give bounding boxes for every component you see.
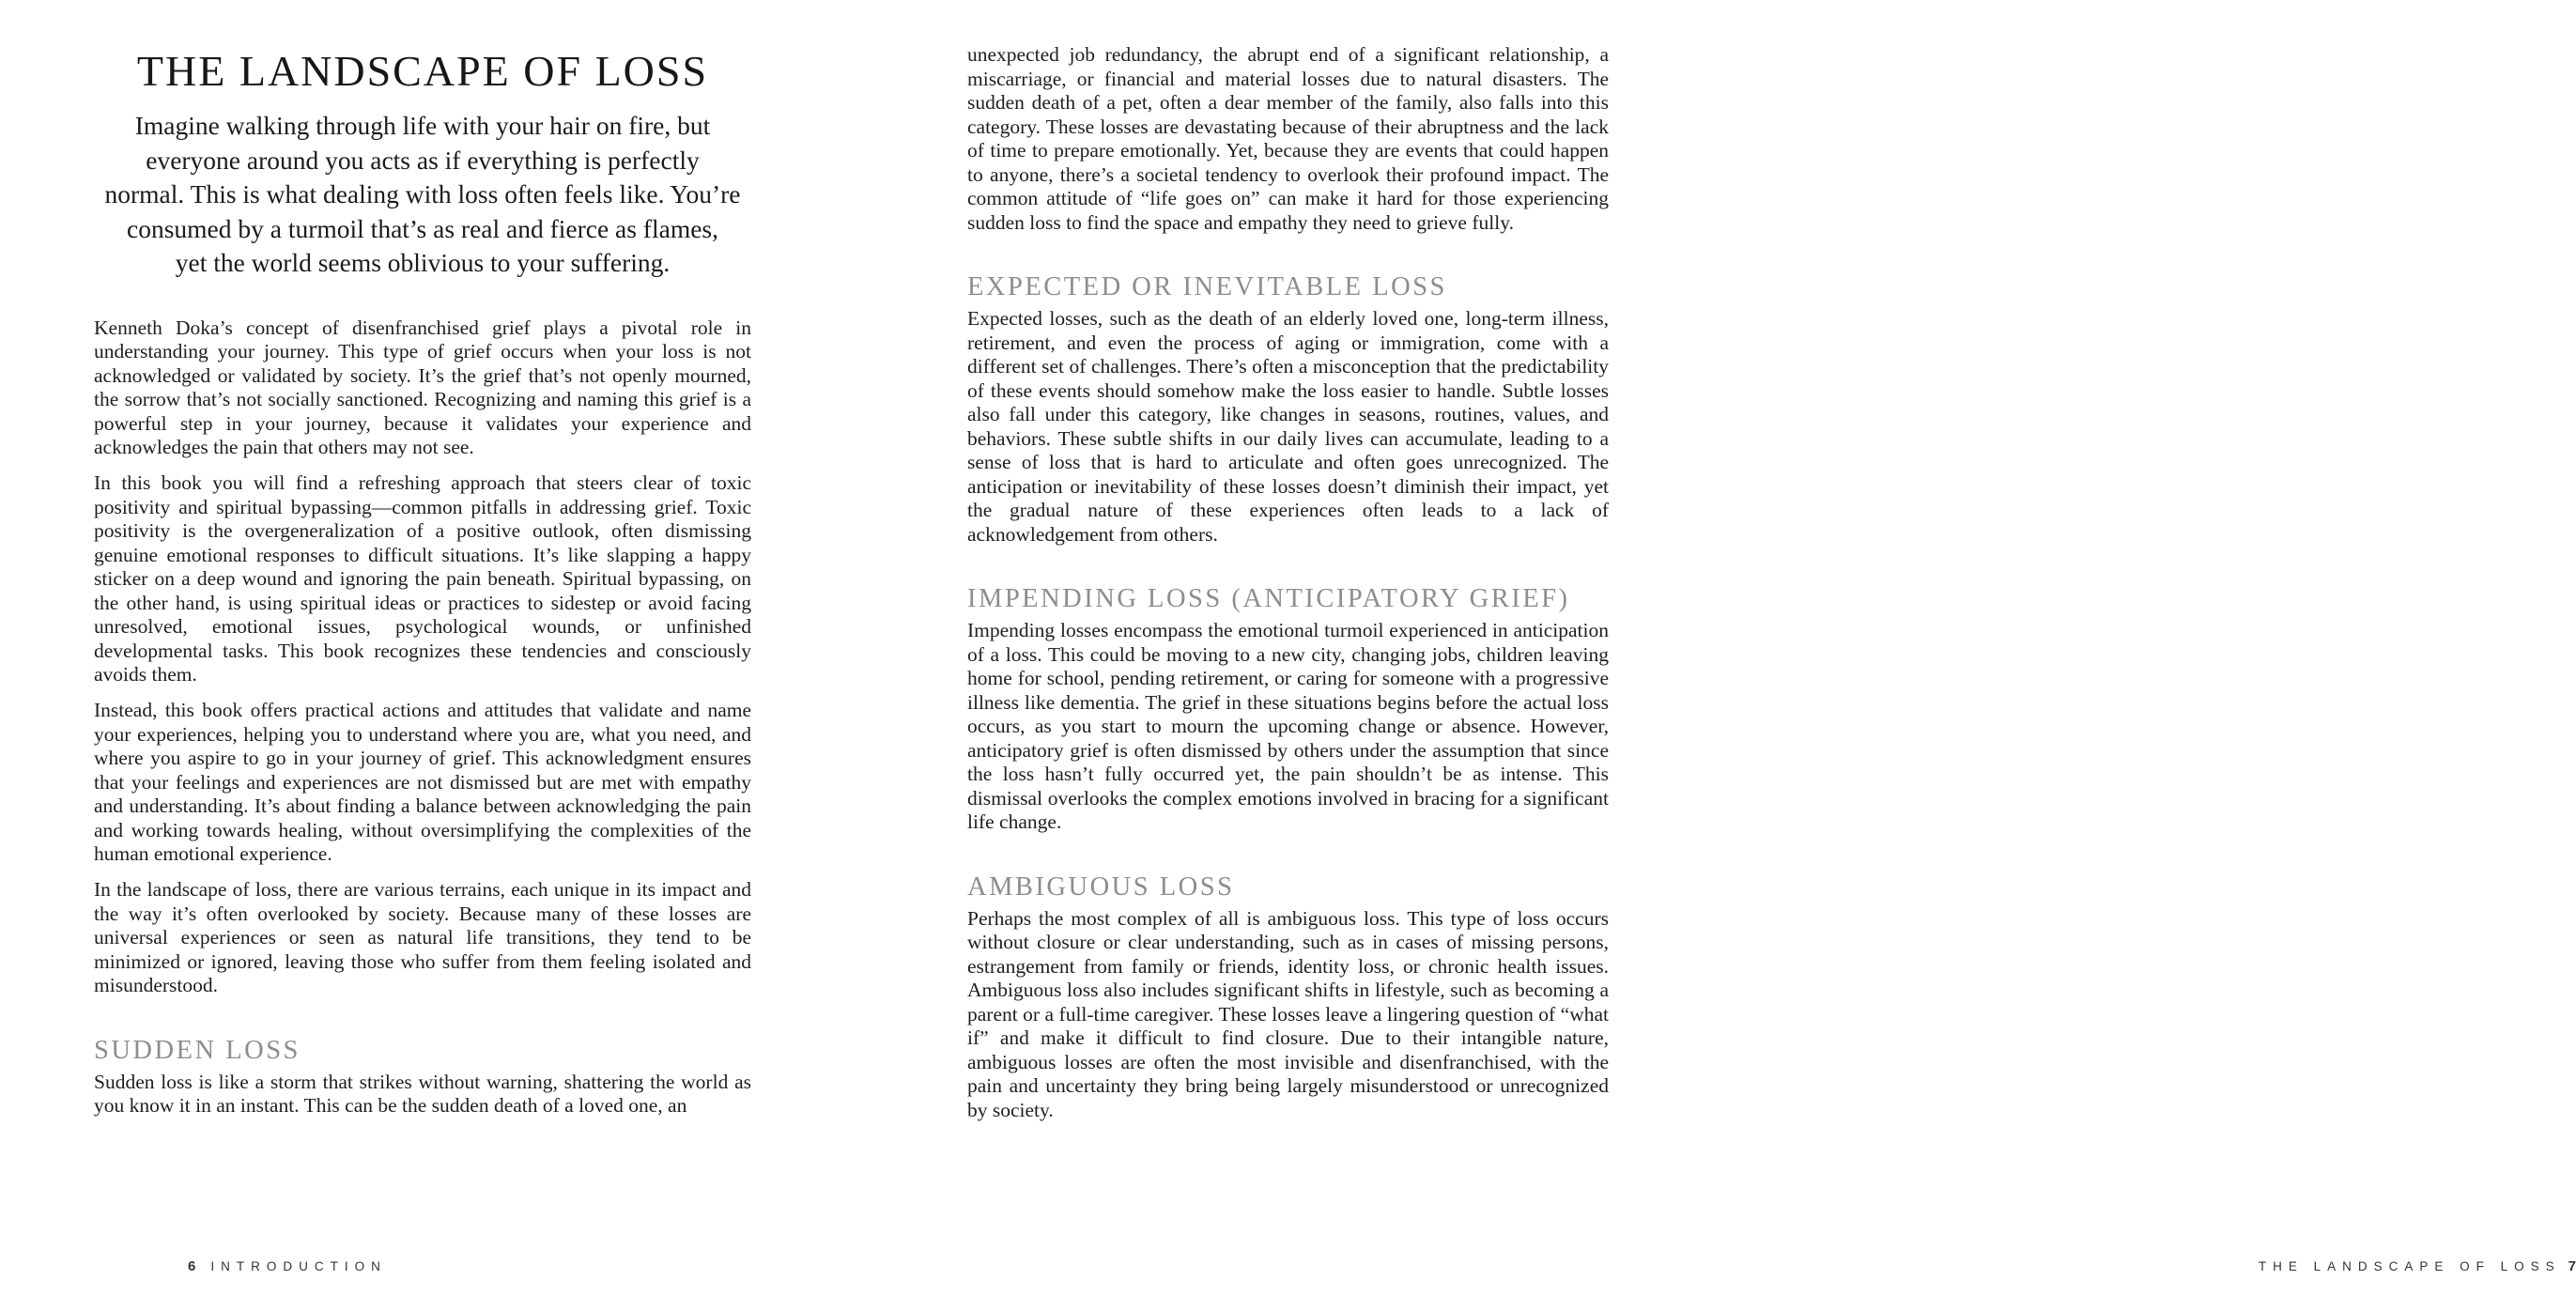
section-heading-sudden-loss: SUDDEN LOSS	[94, 1035, 301, 1065]
running-head-right: THE LANDSCAPE OF LOSS	[2258, 1259, 2561, 1273]
right-page-footer	[1935, 1258, 2576, 1274]
epigraph-line: normal. This is what dealing with loss often feels like. You’re	[104, 179, 741, 209]
section-heading-ambiguous-loss: AMBIGUOUS LOSS	[967, 871, 1235, 902]
body-paragraph: In this book you will find a refreshing approach that steers clear of toxic positivity and spiritual bypassing—common pitfalls in addressing grief. Toxic positivity is the overgeneralization of a positive outlook, often dismissing genuine emotional responses to difficult situations. It’s like slapping a happy sticker on a deep wound and ignoring the pain beneath. Spiritual bypassing, on the other hand, is using spiritual ideas or practices to sidestep or avoid facing unresolved, emotional issues, psychological wounds, or unfinished developmental tasks. This book recognizes these tendencies and consciously avoids them.	[94, 471, 751, 686]
epigraph-line: yet the world seems oblivious to your suffering.	[175, 248, 671, 278]
page-number-right: 7	[2568, 1258, 2576, 1274]
body-paragraph: Sudden loss is like a storm that strikes without warning, shattering the world as you know it in an instant. This can be the sudden death of a loved one, an	[94, 1070, 751, 1118]
chapter-title: THE LANDSCAPE OF LOSS	[136, 47, 709, 95]
epigraph-line: Imagine walking through life with your hair on fire, but	[134, 111, 711, 140]
left-page	[94, 0, 751, 1274]
body-paragraph: unexpected job redundancy, the abrupt end of a significant relationship, a miscarriage, or financial and material losses due to natural disasters. The sudden death of a pet, often a dear member of the family, also falls into this category. These losses are devastating because of their abruptness and the lack of time to prepare emotionally. Yet, because they are events that could happen to anyone, there’s a societal tendency to overlook their profound impact. The common attitude of “life goes on” can make it hard for those experiencing sudden loss to find the space and empathy they need to grieve fully.	[967, 43, 1609, 234]
right-page	[967, 0, 2576, 1274]
body-paragraph: Kenneth Doka’s concept of disenfranchised grief plays a pivotal role in understanding your journey. This type of grief occurs when your loss is not acknowledged or validated by society. It’s the grief that’s not openly mourned, the sorrow that’s not socially sanctioned. Recognizing and naming this grief is a powerful step in your journey, because it validates your experience and acknowledges the pain that others may not see.	[94, 316, 751, 459]
left-page-footer	[188, 1258, 387, 1274]
page-number-left: 6	[188, 1258, 196, 1274]
right-page-body	[967, 43, 1609, 1122]
body-paragraph: Impending losses encompass the emotional turmoil experienced in anticipation of a loss. This could be moving to a new city, changing jobs, children leaving home for school, pending retirement, or caring for someone with a progressive illness like dementia. The grief in these situations begins before the actual loss occurs, as you start to mourn the upcoming change or absence. However, anticipatory grief is often dismissed by others under the assumption that since the loss hasn’t fully occurred yet, the pain shouldn’t be as intense. This dismissal overlooks the complex emotions involved in bracing for a significant life change.	[967, 619, 1609, 833]
body-paragraph: In the landscape of loss, there are various terrains, each unique in its impact and the way it’s often overlooked by society. Because many of these losses are universal experiences or seen as natural life transitions, they tend to be minimized or ignored, leaving those who suffer from them feeling isolated and misunderstood.	[94, 878, 751, 997]
body-paragraph: Instead, this book offers practical actions and attitudes that validate and name your experiences, helping you to understand where you are, what you need, and where you aspire to go in your journey of grief. This acknowledgment ensures that your feelings and experiences are not dismissed but are met with empathy and understanding. It’s about finding a balance between acknowledging the pain and working towards healing, without oversimplifying the complexities of the human emotional experience.	[94, 699, 751, 866]
epigraph	[94, 109, 751, 281]
section-heading-impending-loss: IMPENDING LOSS (ANTICIPATORY GRIEF)	[967, 584, 1570, 613]
epigraph-line: everyone around you acts as if everything is perfectly	[146, 145, 700, 175]
running-head-left: INTRODUCTION	[210, 1259, 387, 1273]
body-paragraph: Expected losses, such as the death of an elderly loved one, long-term illness, retirement, and even the process of aging or immigration, come with a different set of challenges. There’s often a misconception that the predictability of these events should somehow make the loss easier to handle. Subtle losses also fall under this category, like changes in seasons, routines, values, and behaviors. These subtle shifts in our daily lives can accumulate, leading to a sense of loss that is hard to articulate and often goes unrecognized. The anticipation or inevitability of these losses doesn’t diminish their impact, yet the gradual nature of these experiences often leads to a lack of acknowledgement from others.	[967, 307, 1609, 546]
left-page-body	[94, 316, 751, 1118]
body-paragraph: Perhaps the most complex of all is ambiguous loss. This type of loss occurs without closure or clear understanding, such as in cases of missing persons, estrangement from family or friends, identity loss, or chronic health issues. Ambiguous loss also includes significant shifts in lifestyle, such as becoming a parent or a full-time caregiver. These losses leave a lingering question of “what if” and make it difficult to find closure. Due to their intangible nature, ambiguous losses are often the most invisible and disenfranchised, with the pain and uncertainty they bring being largely misunderstood or unrecognized by society.	[967, 906, 1609, 1121]
section-heading-expected-loss: EXPECTED OR INEVITABLE LOSS	[967, 272, 1447, 301]
epigraph-line: consumed by a turmoil that’s as real and fierce as flames,	[127, 213, 718, 243]
